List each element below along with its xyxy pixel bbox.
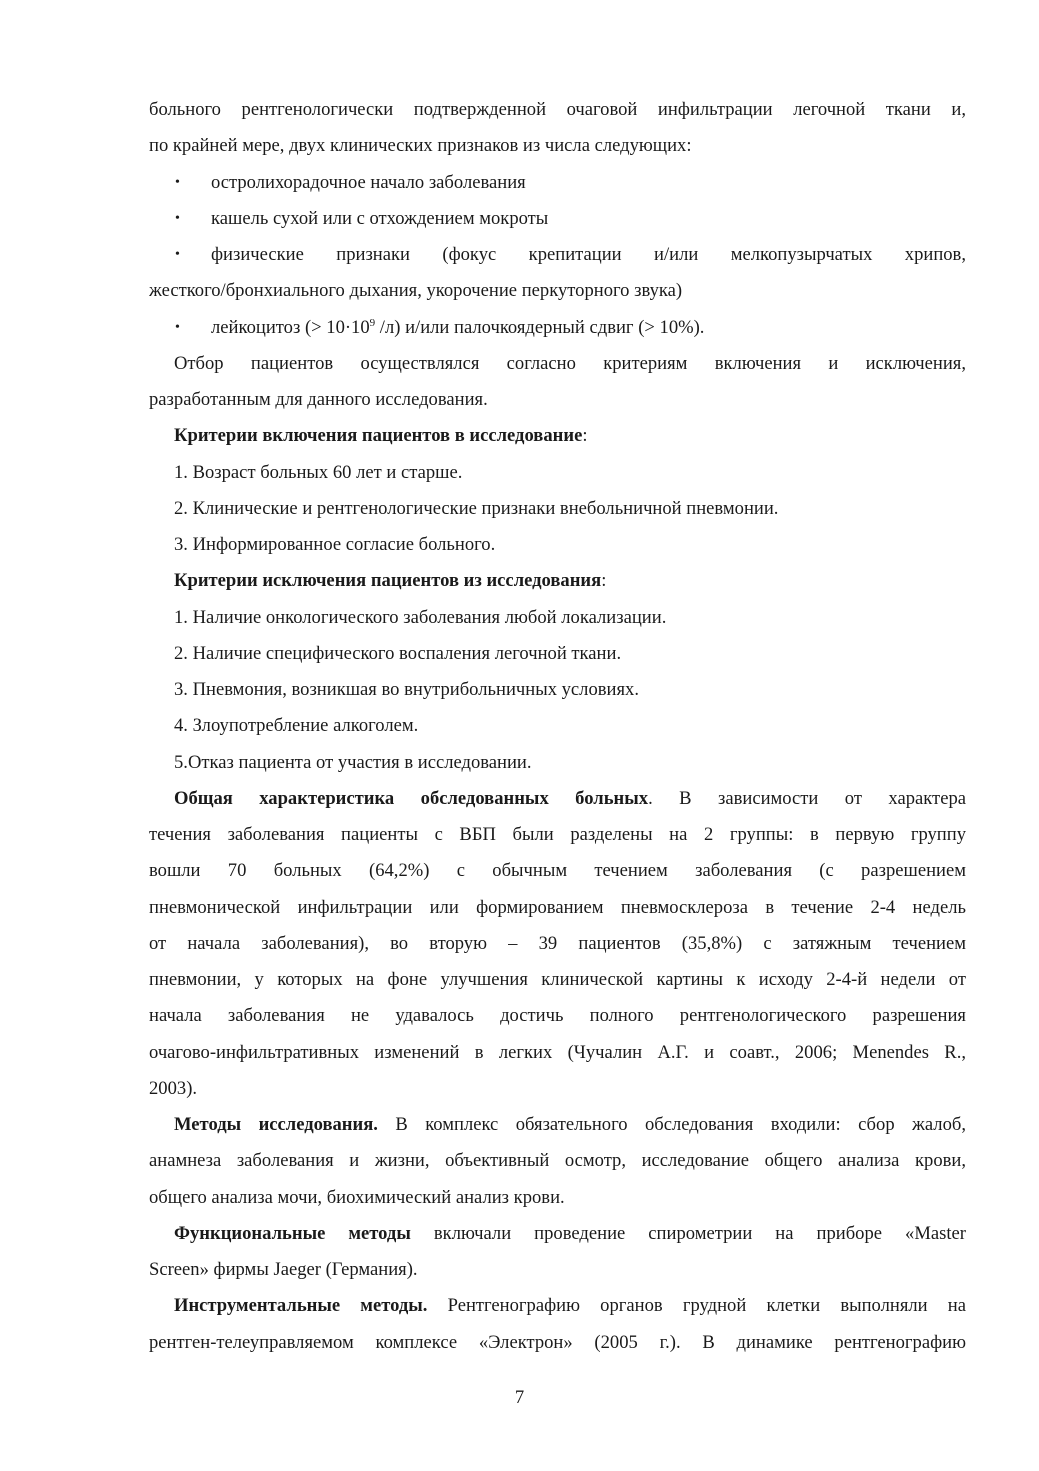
paragraph-line: по крайней мере, двух клинических признаков из числа следующих: <box>149 135 692 157</box>
inclusion-heading <box>149 418 966 454</box>
criteria-item: 3. Пневмония, возникшая во внутрибольничных условиях. <box>174 679 639 700</box>
paragraph-line <box>149 1216 966 1252</box>
section-heading: Функциональные методы <box>174 1222 411 1244</box>
section-heading: Критерии исключения пациентов из исследования <box>174 570 602 592</box>
criteria-item: 5.Отказ пациента от участия в исследовании. <box>174 751 532 773</box>
bullet-text: кашель сухой или с отхождением мокроты <box>211 207 549 229</box>
section-heading: Общая характеристика обследованных больных <box>174 787 649 809</box>
paragraph-line: Отбор пациентов осуществлялся согласно критериям включения и исключения, <box>174 352 966 374</box>
bullet-icon: • <box>175 210 180 226</box>
paragraph-line: начала заболевания не удавалось достичь полного рентгенологического разрешения <box>149 1005 966 1027</box>
page-number: 7 <box>514 1387 525 1408</box>
bullet-text: физические признаки (фокус крепитации и/или мелкопузырчатых хрипов, <box>211 244 966 265</box>
paragraph-line: пневмонии, у которых на фоне улучшения клинической картины к исходу 2-4-й недели от <box>149 969 966 990</box>
paragraph-line <box>149 1288 966 1324</box>
bullet-item <box>149 237 966 273</box>
paragraph-line: очагово-инфильтративных изменений в легких (Чучалин А.Г. и соавт., 2006; Menendes R., <box>149 1041 966 1063</box>
paragraph-line <box>149 1107 966 1143</box>
paragraph-text: В комплекс обязательного обследования входили: сбор жалоб, <box>377 1114 966 1135</box>
paragraph-line: Screen» фирмы Jaeger (Германия). <box>149 1259 418 1280</box>
bullet-item <box>149 201 966 237</box>
criteria-item: 1. Возраст больных 60 лет и старше. <box>174 461 463 483</box>
document-body <box>149 92 966 1361</box>
criteria-item: 4. Злоупотребление алкоголем. <box>174 715 419 737</box>
criteria-item: 1. Наличие онкологического заболевания любой локализации. <box>174 606 667 628</box>
bullet-text: /л) и/или палочкоядерный сдвиг (> 10%). <box>375 316 705 338</box>
paragraph-line: общего анализа мочи, биохимический анализ крови. <box>149 1186 565 1208</box>
bullet-text: остролихорадочное начало заболевания <box>211 171 526 193</box>
criteria-item: 2. Клинические и рентгенологические признаки внебольничной пневмонии. <box>174 497 779 519</box>
bullet-icon: • <box>175 319 180 335</box>
bullet-item <box>149 165 966 201</box>
bullet-icon: • <box>175 247 180 262</box>
criteria-item: 3. Информированное согласие больного. <box>174 534 496 555</box>
bullet-icon: • <box>175 174 180 190</box>
paragraph-line <box>149 781 966 817</box>
exclusion-heading <box>149 563 966 599</box>
paragraph-line: рентген-телеуправляемом комплексе «Электрон» (2005 г.). В динамике рентгенографию <box>149 1331 966 1353</box>
paragraph-line: от начала заболевания), во вторую – 39 пациентов (35,8%) с затяжным течением <box>149 932 966 954</box>
bullet-item <box>149 310 966 346</box>
section-heading: Методы исследования. <box>174 1114 378 1135</box>
section-heading: Инструментальные методы. <box>174 1295 428 1317</box>
bullet-continuation: жесткого/бронхиального дыхания, укорочение перкуторного звука) <box>149 280 683 302</box>
paragraph-line: разработанным для данного исследования. <box>149 389 488 410</box>
paragraph-line: пневмонической инфильтрации или формированием пневмосклероза в течение 2-4 недель <box>149 896 966 918</box>
section-heading: Критерии включения пациентов в исследование <box>174 425 583 447</box>
paragraph-text: . В зависимости от характера <box>648 787 966 809</box>
paragraph-line: анамнеза заболевания и жизни, объективный осмотр, исследование общего анализа крови, <box>149 1150 966 1172</box>
heading-colon: : <box>582 425 588 447</box>
paragraph-line: больного рентгенологически подтвержденной очаговой инфильтрации легочной ткани и, <box>149 99 966 120</box>
heading-colon: : <box>601 570 607 592</box>
paragraph-line: течения заболевания пациенты с ВБП были разделены на 2 группы: в первую группу <box>149 824 966 845</box>
criteria-item: 2. Наличие специфического воспаления легочной ткани. <box>174 642 622 664</box>
paragraph-text: включали проведение спирометрии на приборе «Master <box>410 1222 966 1244</box>
paragraph-line: вошли 70 больных (64,2%) с обычным течением заболевания (с разрешением <box>149 860 966 882</box>
bullet-text: лейкоцитоз (> 10·10 <box>211 316 370 338</box>
paragraph-text: Рентгенографию органов грудной клетки выполняли на <box>427 1295 966 1317</box>
paragraph-line: 2003). <box>149 1077 198 1099</box>
superscript: 9 <box>369 316 376 329</box>
